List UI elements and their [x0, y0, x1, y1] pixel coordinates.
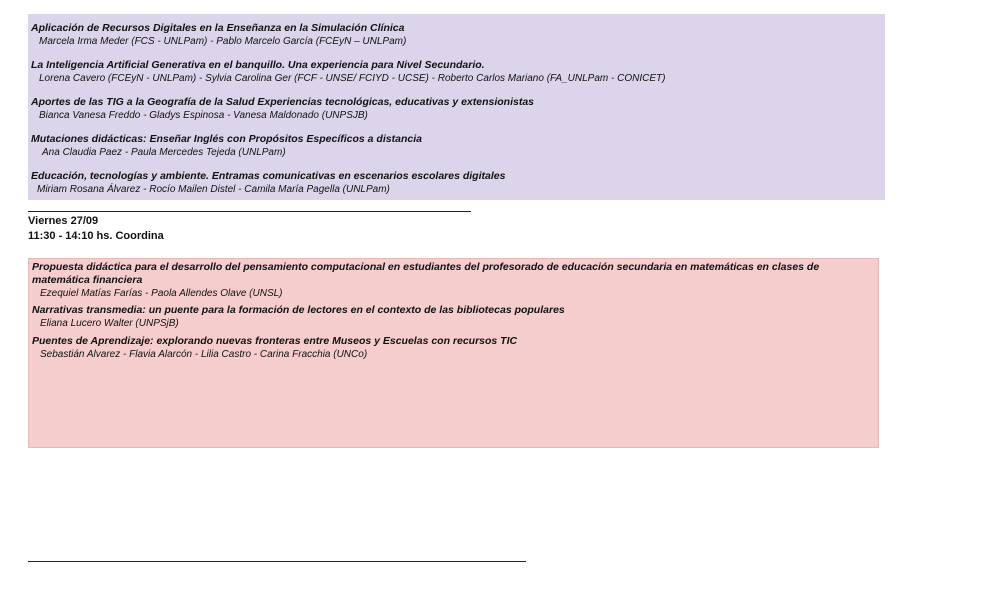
talk-authors: Miriam Rosana Álvarez - Rocío Mailen Distel - Camila María Pagella (UNLPam) — [37, 184, 390, 195]
talk-title: La Inteligencia Artificial Generativa en el banquillo. Una experiencia para Nivel Secundario. — [31, 59, 485, 71]
session-block-purple — [28, 14, 885, 200]
talk-authors: Marcela Irma Meder (FCS - UNLPam) - Pablo Marcelo García (FCEyN – UNLPam) — [39, 36, 407, 47]
divider-line — [28, 211, 471, 212]
talk-entry — [31, 170, 877, 196]
talk-title: Puentes de Aprendizaje: explorando nuevas fronteras entre Museos y Escuelas con recursos TIC — [32, 335, 518, 347]
session-day: Viernes 27/09 — [28, 215, 99, 227]
talk-title: Aportes de las TIG a la Geografía de la Salud Experiencias tecnológicas, educativas y extensionistas — [31, 96, 535, 108]
talk-authors: Sebastián Alvarez - Flavia Alarcón - Lilia Castro - Carina Fracchia (UNCo) — [40, 349, 368, 360]
talk-entry — [31, 96, 877, 122]
talk-title: Mutaciones didácticas: Enseñar Inglés con Propósitos Específicos a distancia — [31, 133, 422, 145]
divider-line — [28, 561, 526, 562]
talk-authors: Ana Claudia Paez - Paula Mercedes Tejeda (UNLPam) — [42, 147, 286, 158]
talk-title: Educación, tecnologías y ambiente. Entramas comunicativas en escenarios escolares digitales — [31, 170, 506, 182]
talk-entry — [32, 304, 870, 330]
session-block-pink — [28, 258, 879, 448]
talk-entry — [31, 22, 877, 48]
talk-title: Narrativas transmedia: un puente para la formación de lectores en el contexto de las bibliotecas populares — [32, 304, 565, 316]
talk-title: Aplicación de Recursos Digitales en la Enseñanza en la Simulación Clínica — [31, 22, 405, 34]
talk-title: Propuesta didáctica para el desarrollo del pensamiento computacional en estudiantes del profesorado de educación secundaria en matemáticas en clases de matemática financiera — [32, 261, 820, 286]
talk-authors: Bianca Vanesa Freddo - Gladys Espinosa - Vanesa Maldonado (UNPSJB) — [39, 110, 368, 121]
talk-authors: Eliana Lucero Walter (UNPSjB) — [40, 318, 179, 329]
talk-authors: Ezequiel Matías Farías - Paola Allendes Olave (UNSL) — [40, 288, 283, 299]
talk-entry — [32, 261, 870, 300]
talk-entry — [31, 59, 877, 85]
talk-entry — [32, 335, 870, 361]
talk-entry — [31, 133, 877, 159]
talk-authors: Lorena Cavero (FCEyN - UNLPam) - Sylvia Carolina Ger (FCF - UNSE/ FCIYD - UCSE) - Roberto Carlos Mariano (FA_UNLPam - CONICET) — [39, 73, 666, 84]
session-time: 11:30 - 14:10 hs. Coordina — [28, 230, 164, 242]
